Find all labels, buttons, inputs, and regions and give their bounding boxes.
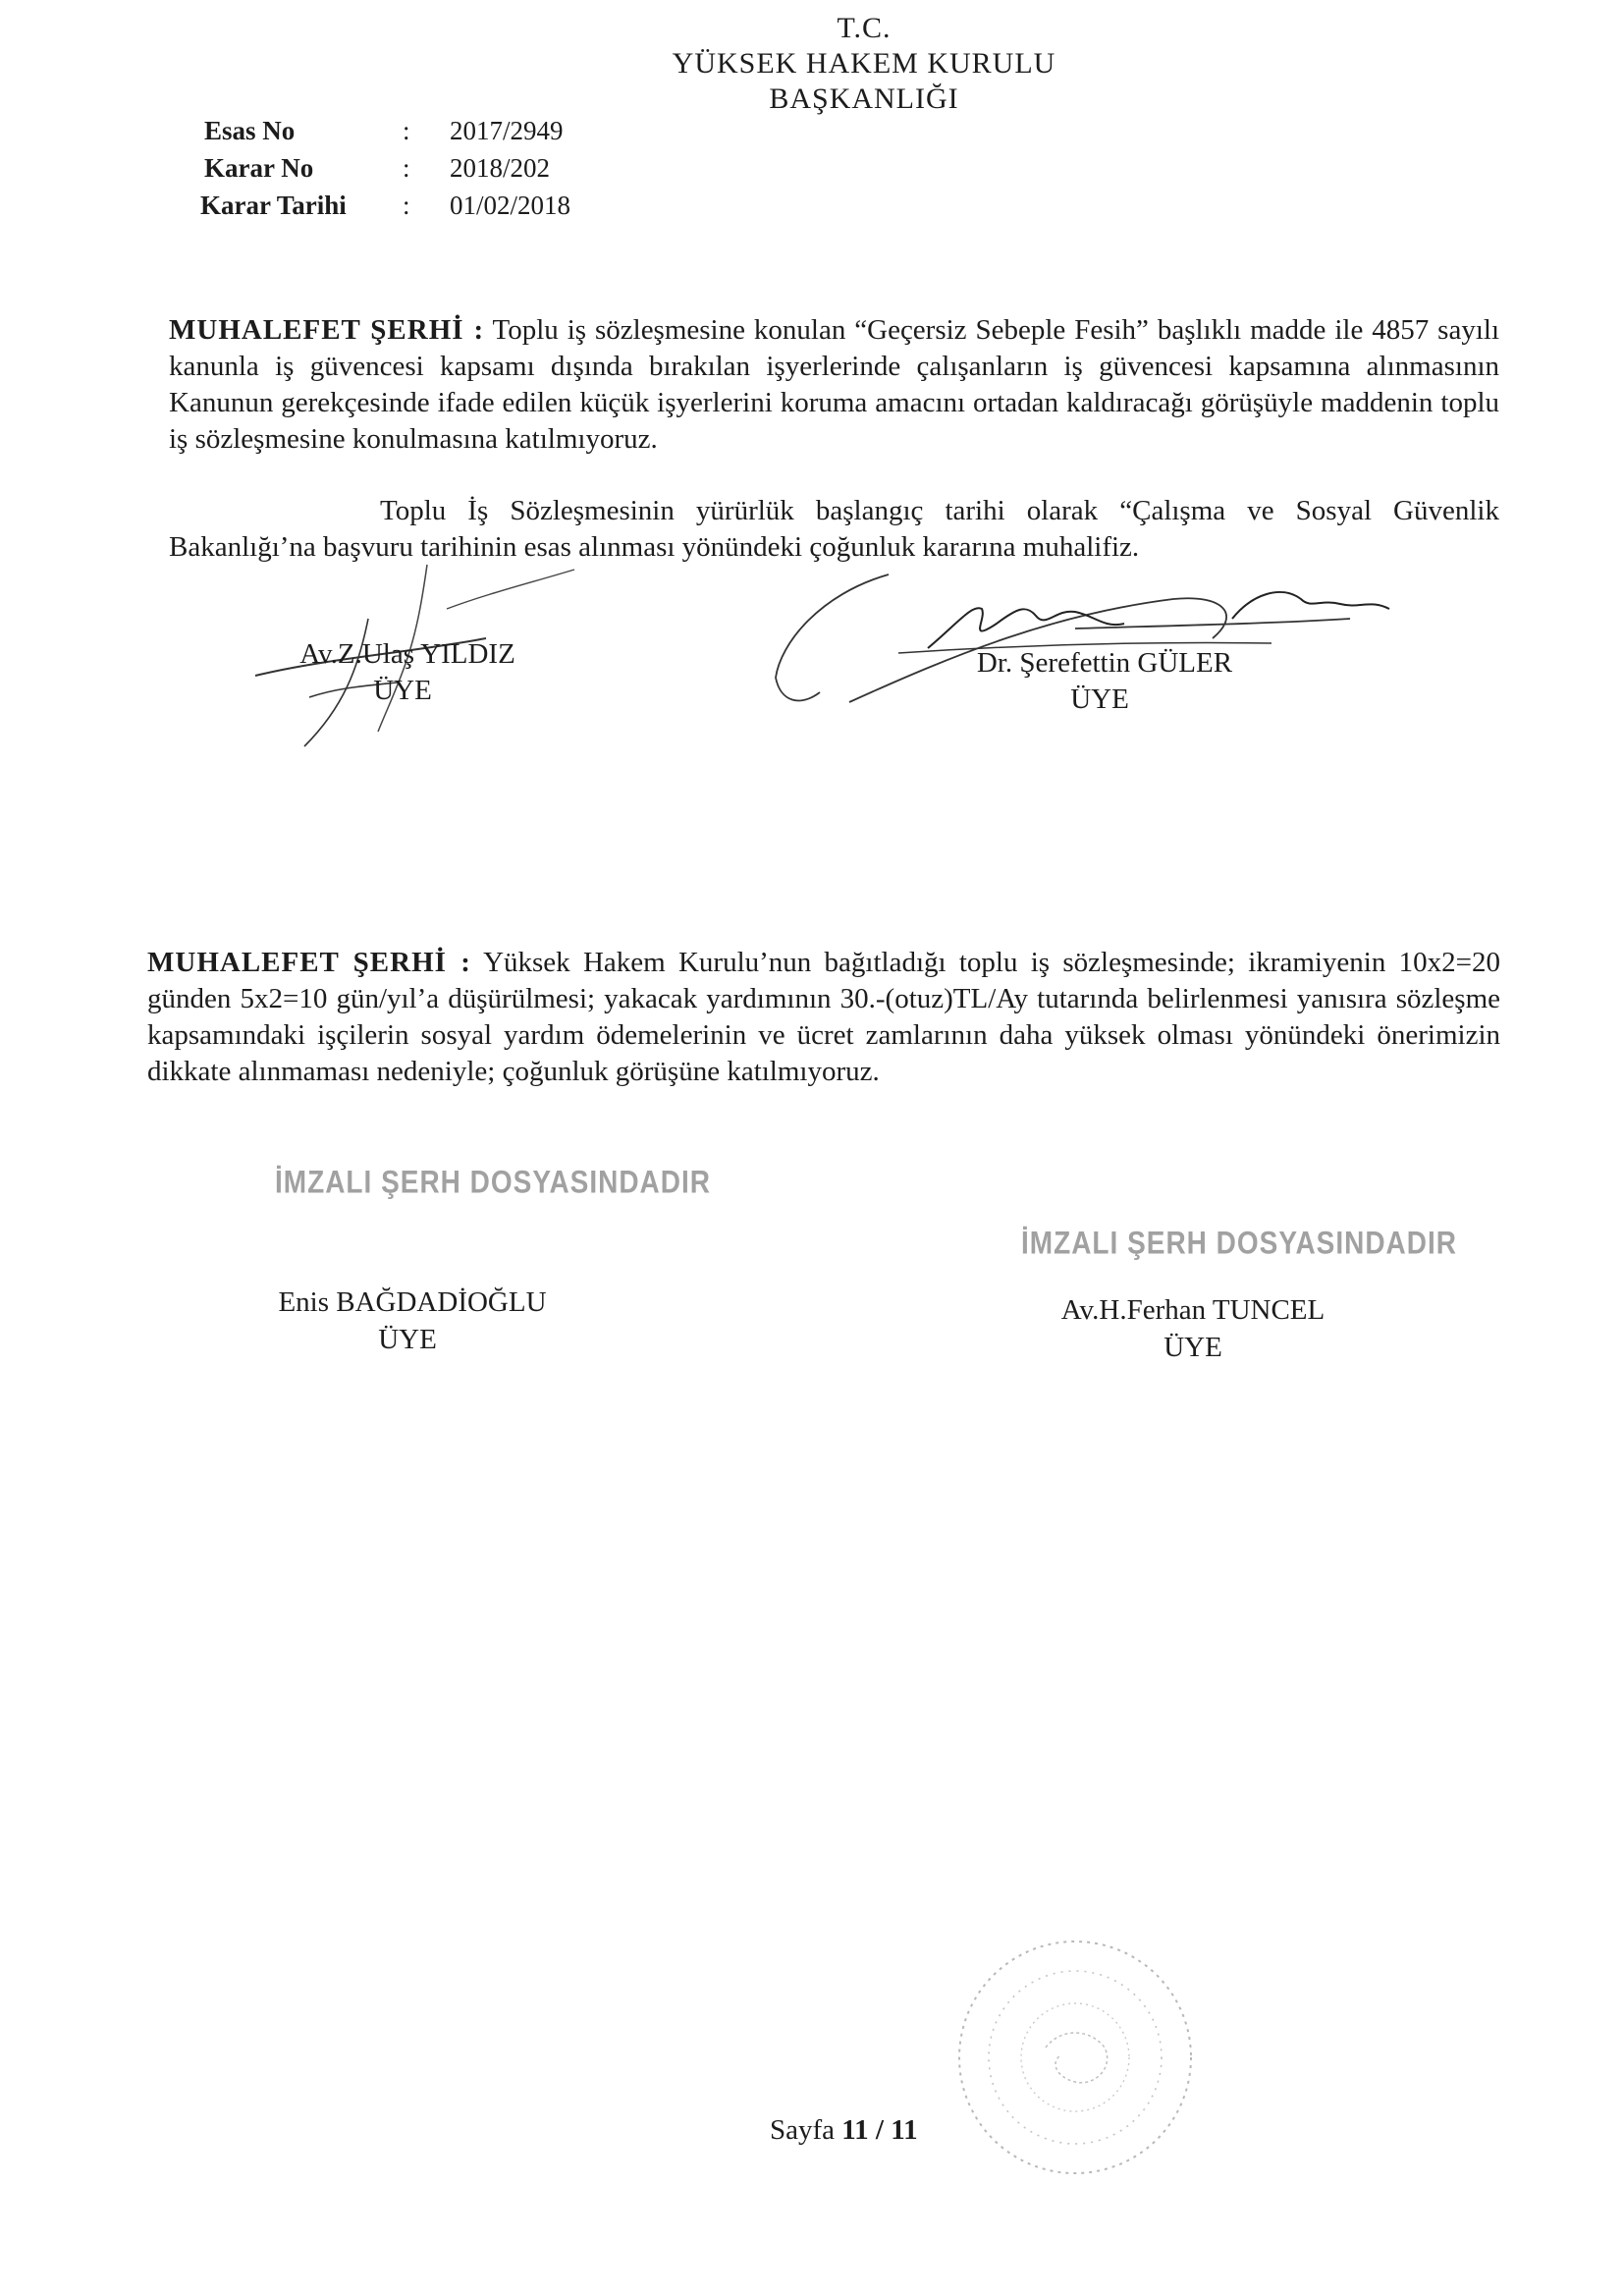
karar-value: 2018/202 — [450, 153, 551, 183]
signer-3-role: ÜYE — [378, 1324, 437, 1355]
page-number — [770, 2114, 918, 2147]
signed-dissent-stamp-right: İMZALI ŞERH DOSYASINDADIR — [1021, 1225, 1458, 1261]
tarih-label: Karar Tarihi — [200, 191, 347, 220]
tarih-colon: : — [403, 191, 410, 220]
dissent-1-paragraph-2: Toplu İş Sözleşmesinin yürürlük başlangıç tarihi olarak “Çalışma ve Sosyal Güvenlik Bakanlığı’na başvuru tarihinin esas alınması yönündeki çoğunluk kararına muhalifiz. — [169, 495, 1499, 563]
signer-4-name: Av.H.Ferhan TUNCEL — [1060, 1294, 1325, 1326]
header-institution: YÜKSEK HAKEM KURULU — [672, 47, 1056, 80]
esas-colon: : — [403, 116, 410, 145]
karar-label: Karar No — [204, 153, 314, 183]
esas-value: 2017/2949 — [450, 116, 564, 145]
signer-1-name: Av.Z.Ulaş YILDIZ — [299, 638, 515, 670]
signed-dissent-stamp-left: İMZALI ŞERH DOSYASINDADIR — [275, 1164, 712, 1200]
dissent-2-paragraph — [147, 945, 1500, 1090]
tarih-value: 01/02/2018 — [450, 191, 571, 220]
dissent-2-heading: MUHALEFET ŞERHİ : — [147, 947, 471, 978]
page-num: 11 / 11 — [841, 2114, 918, 2146]
page-label: Sayfa — [770, 2114, 836, 2146]
signer-3-name: Enis BAĞDADİOĞLU — [278, 1286, 547, 1318]
header-tc: T.C. — [837, 12, 892, 44]
dissent-1-paragraph-1 — [169, 312, 1499, 458]
dissent-2-text: Yüksek Hakem Kurulu’nun bağıtladığı toplu iş sözleşmesinde; ikramiyenin 10x2=20 günden 5x2=10 gün/yıl’a düşürülmesi; yakacak yardımının 30.-(otuz)TL/Ay tutarında belirlenmesi yanısıra sözleşme kapsamındaki işçilerin sosyal yardım ödemelerinin ve ücret zamlarının daha yüksek olması yönündeki önerimizin dikkate alınmaması nedeniyle; çoğunluk görüşüne katılmıyoruz. — [147, 947, 1500, 1087]
signer-2-role: ÜYE — [1070, 683, 1129, 715]
dissent-1-text-1: Toplu iş sözleşmesine konulan “Geçersiz Sebeple Fesih” başlıklı madde ile 4857 sayılı kanunla iş güvencesi kapsamı dışında bırakılan işyerlerinde çalışanların iş güvencesi kapsamına alınmasının Kanunun gerekçesinde ifade edilen küçük işyerlerini koruma amacını ortadan kaldıracağı görüşüyle maddenin toplu iş sözleşmesine konulmasına katılmıyoruz. — [169, 314, 1499, 455]
header-presidency: BAŞKANLIĞI — [769, 82, 959, 115]
signer-2-name: Dr. Şerefettin GÜLER — [976, 647, 1233, 679]
signer-4-role: ÜYE — [1163, 1332, 1222, 1363]
signer-1-role: ÜYE — [373, 675, 432, 706]
official-seal — [947, 1930, 1203, 2185]
karar-colon: : — [403, 153, 410, 183]
esas-label: Esas No — [204, 116, 296, 145]
dissent-1-heading: MUHALEFET ŞERHİ : — [169, 314, 485, 346]
